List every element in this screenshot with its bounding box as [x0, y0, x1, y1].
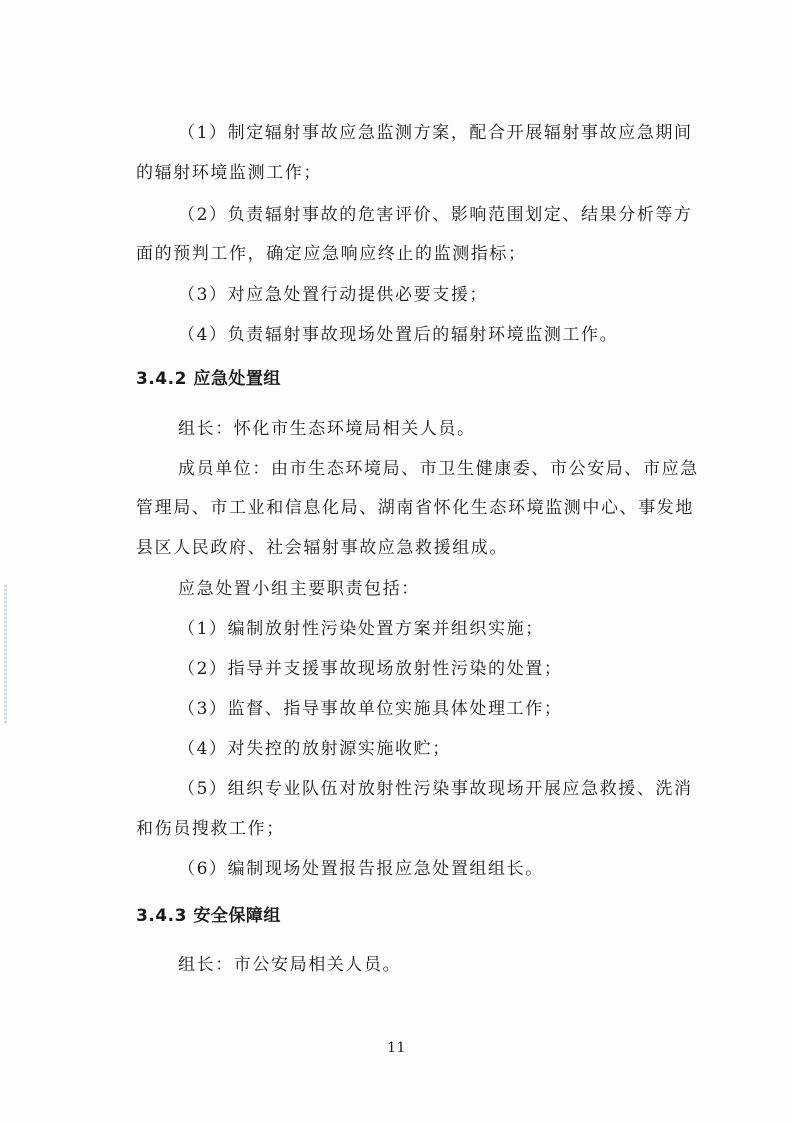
- paragraph-line: 管理局、市工业和信息化局、湖南省怀化生态环境监测中心、事发地: [136, 498, 694, 518]
- paragraph-line: 县区人民政府、社会辐射事故应急救援组成。: [136, 538, 508, 558]
- page-number: 11: [387, 1040, 406, 1056]
- paragraph-line: （4）对失控的放射源实施收贮；: [178, 739, 451, 759]
- paragraph-line: （2）负责辐射事故的危害评价、影响范围划定、结果分析等方: [178, 205, 693, 225]
- paragraph-line: （1）编制放射性污染处置方案并组织实施；: [178, 619, 544, 639]
- paragraph-line: （3）对应急处置行动提供必要支援；: [178, 285, 489, 305]
- paragraph-line: 和伤员搜救工作；: [136, 819, 285, 839]
- section-heading: 3.4.3 安全保障组: [136, 906, 281, 926]
- paragraph-line: （3）监督、指导事故单位实施具体处理工作；: [178, 699, 563, 719]
- paragraph-line: （5）组织专业队伍对放射性污染事故现场开展应急救援、洗消: [178, 779, 693, 799]
- section-heading: 3.4.2 应急处置组: [136, 369, 281, 389]
- paragraph-line: （2）指导并支援事故现场放射性污染的处置；: [178, 659, 563, 679]
- paragraph-line: （4）负责辐射事故现场处置后的辐射环境监测工作。: [178, 325, 619, 345]
- paragraph-line: 的辐射环境监测工作；: [136, 163, 322, 183]
- paragraph-line: 成员单位：由市生态环境局、市卫生健康委、市公安局、市应急: [178, 459, 699, 479]
- scan-edge-artifact: [4, 585, 7, 725]
- paragraph-line: 面的预判工作，确定应急响应终止的监测指标；: [136, 244, 527, 264]
- paragraph-line: 组长：市公安局相关人员。: [178, 955, 402, 975]
- paragraph-line: （6）编制现场处置报告报应急处置组组长。: [178, 859, 544, 879]
- paragraph-line: 组长：怀化市生态环境局相关人员。: [178, 419, 476, 439]
- paragraph-line: （1）制定辐射事故应急监测方案，配合开展辐射事故应急期间: [178, 123, 693, 143]
- paragraph-line: 应急处置小组主要职责包括：: [178, 579, 420, 599]
